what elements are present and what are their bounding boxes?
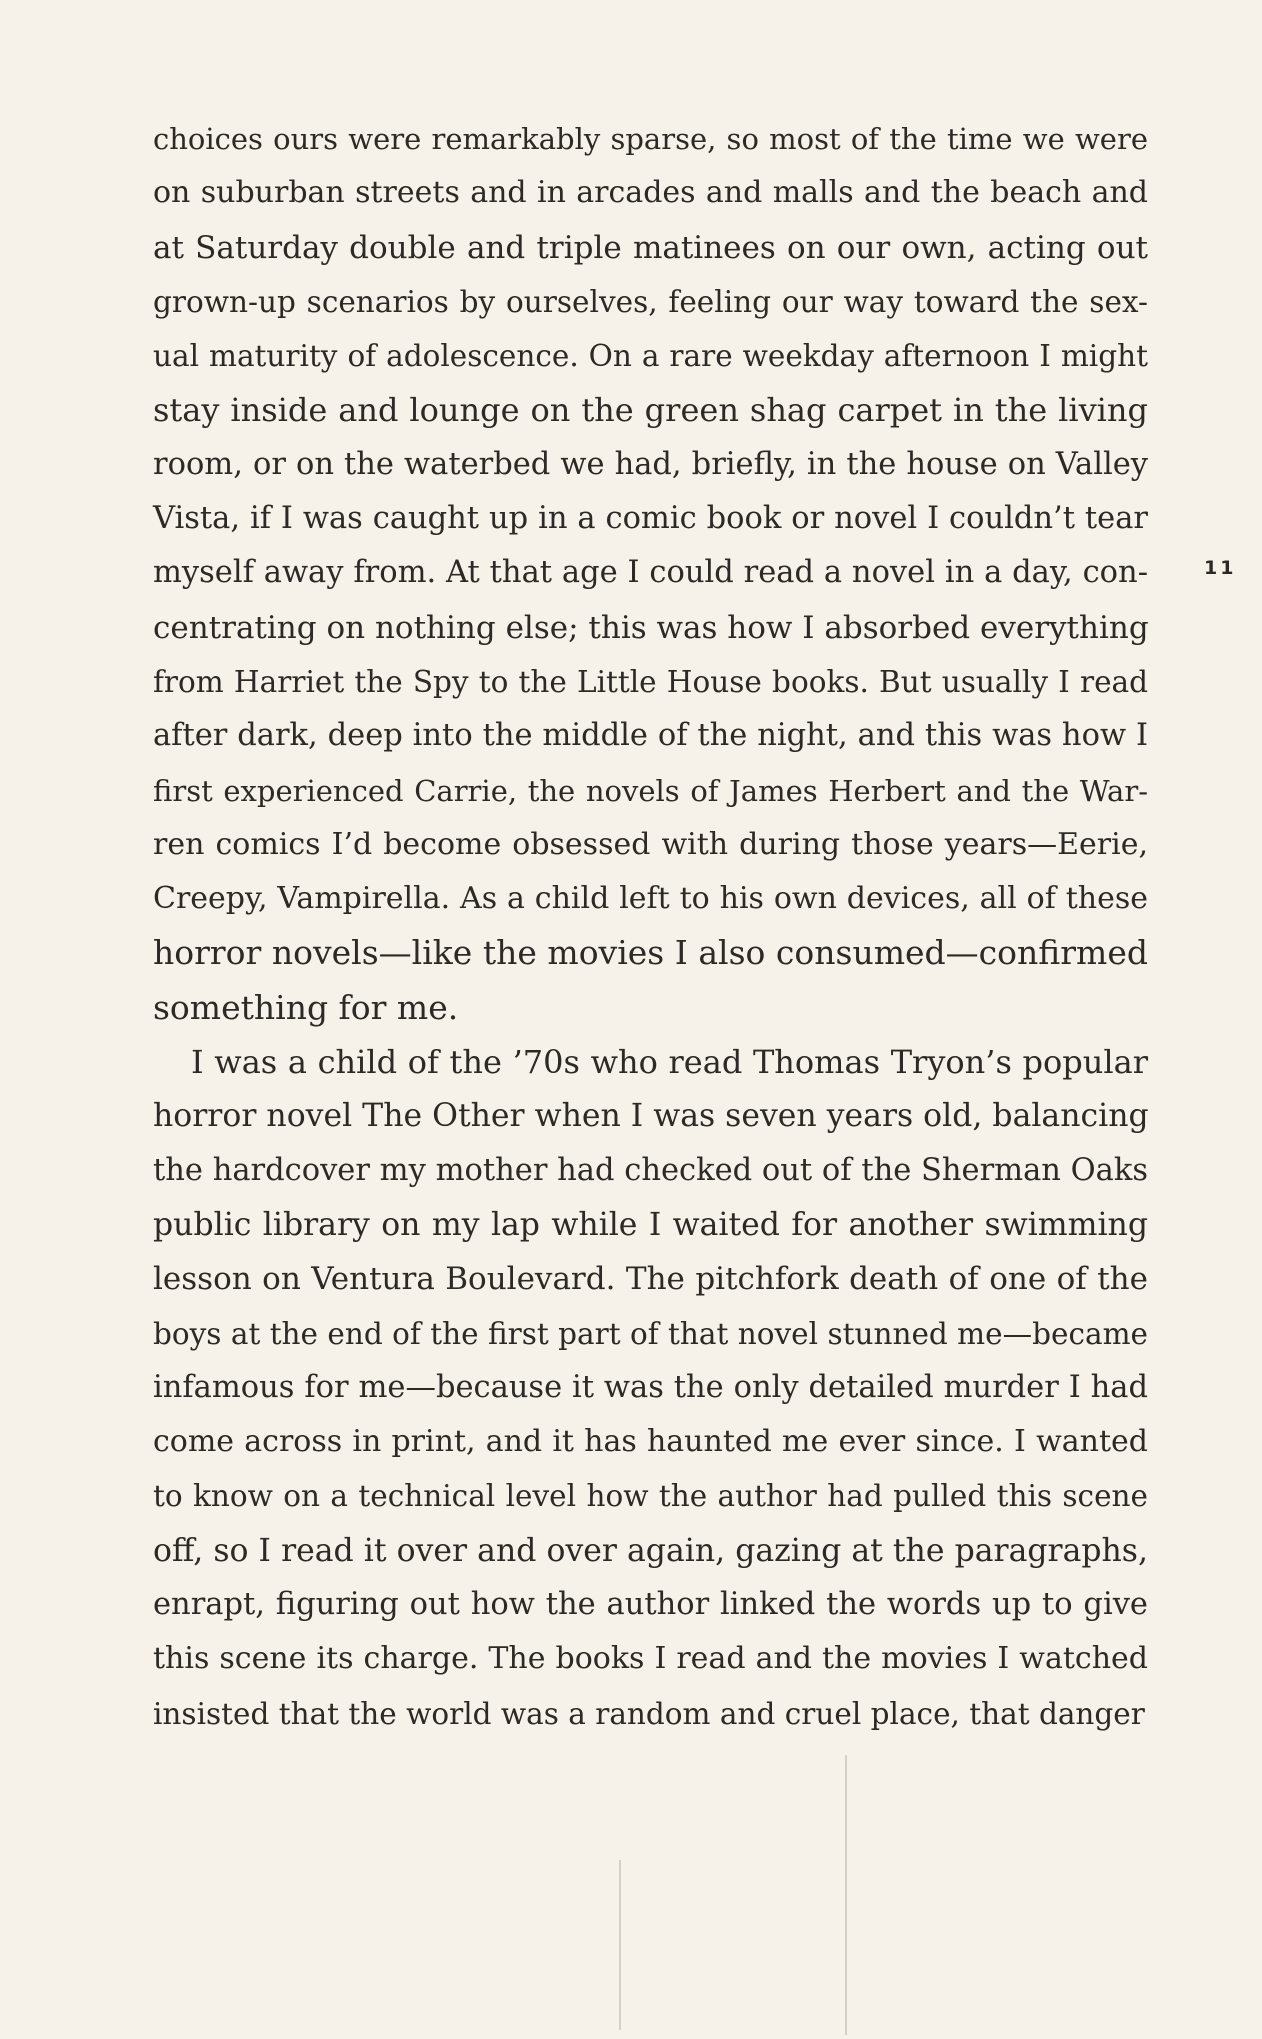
text-line: the hardcover my mother had checked out of the Sherman Oaks — [153, 1152, 1148, 1188]
text-line: grown-up scenarios by ourselves, feeling our way toward the sex- — [153, 284, 1148, 319]
text-line: enrapt, figuring out how the author linked the words up to give — [153, 1587, 1148, 1623]
text-line: come across in print, and it has haunted me ever since. I wanted — [153, 1424, 1148, 1460]
text-line: myself away from. At that age I could read a novel in a day, con- — [153, 555, 1148, 591]
text-line: infamous for me—because it was the only detailed murder I had — [153, 1369, 1148, 1405]
text-line: to know on a technical level how the author had pulled this scene — [153, 1479, 1148, 1514]
text-line: choices ours were remarkably sparse, so most of the time we were — [153, 122, 1148, 156]
text-line: insisted that the world was a random and cruel place, that danger — [153, 1696, 1145, 1731]
text-line: I was a child of the ’70s who read Thomas Tryon’s popular — [191, 1043, 1148, 1082]
text-line: Creepy, Vampirella. As a child left to his own devices, all of these — [153, 881, 1148, 917]
text-line: ren comics I’d become obsessed with during those years—Eerie, — [153, 826, 1148, 862]
text-line: something for me. — [153, 987, 459, 1027]
text-line: public library on my lap while I waited for another swimming — [153, 1206, 1148, 1243]
body-text — [153, 112, 1148, 1741]
text-line: centrating on nothing else; this was how I absorbed everything — [153, 609, 1149, 646]
paper-crease-mark-2 — [619, 1860, 621, 2030]
text-line: lesson on Ventura Boulevard. The pitchfork death of one of the — [153, 1261, 1148, 1298]
text-line: boys at the end of the first part of that novel stunned me—became — [153, 1316, 1148, 1351]
text-line: at Saturday double and triple matinees on our own, acting out — [153, 229, 1148, 266]
text-line: horror novels—like the movies I also consumed—confirmed — [153, 933, 1148, 973]
text-line: from Harriet the Spy to the Little House books. But usually I read — [153, 664, 1148, 699]
paper-crease-mark — [845, 1755, 847, 2035]
text-line: room, or on the waterbed we had, briefly, in the house on Valley — [153, 446, 1148, 482]
text-line: ual maturity of adolescence. On a rare weekday afternoon I might — [153, 339, 1148, 374]
text-line: first experienced Carrie, the novels of James Herbert and the War- — [153, 773, 1148, 808]
text-line: stay inside and lounge on the green shag carpet in the living — [153, 391, 1148, 430]
text-line: on suburban streets and in arcades and malls and the beach and — [153, 175, 1148, 211]
text-line: this scene its charge. The books I read and the movies I watched — [153, 1641, 1148, 1677]
text-line: after dark, deep into the middle of the night, and this was how I — [153, 718, 1148, 754]
text-line: off, so I read it over and over again, gazing at the paragraphs, — [153, 1532, 1148, 1569]
text-line: horror novel The Other when I was seven years old, balancing — [153, 1098, 1149, 1135]
text-line: Vista, if I was caught up in a comic book or novel I couldn’t tear — [153, 501, 1148, 537]
page-number: 11 — [1204, 557, 1237, 579]
